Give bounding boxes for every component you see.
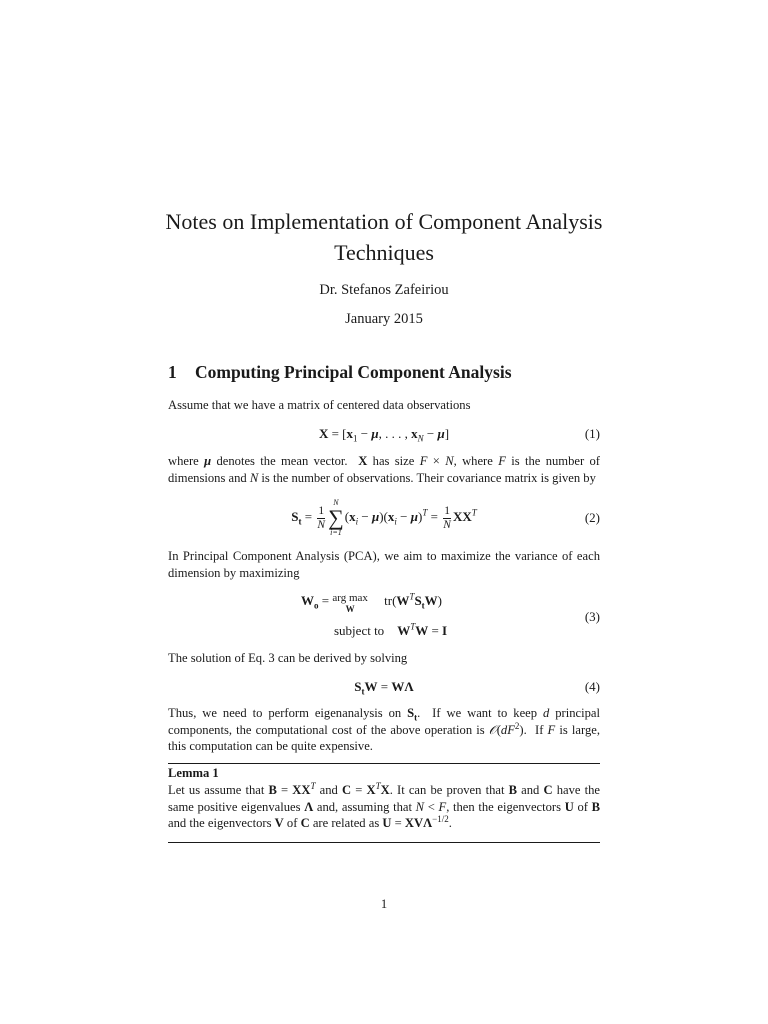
equation-3: [168, 593, 600, 641]
title-line-1: Notes on Implementation of Component Analysis: [165, 209, 603, 234]
section-title: Computing Principal Component Analysis: [195, 362, 512, 382]
paragraph-1: Assume that we have a matrix of centered data observations: [168, 398, 471, 412]
date: January 2015: [345, 311, 423, 327]
equation-3-number: (3): [584, 609, 600, 624]
lemma-top-rule: [168, 763, 600, 764]
paragraph-2: where μ denotes the mean vector. X has size F × N, where F is the number of dimensions and N is the number of observations. Their covariance matrix is given by: [168, 454, 600, 485]
equation-2: [168, 498, 600, 540]
equation-3-objective: $W_o$ = arg max W $tr(W^TS_tW)$: [301, 591, 443, 614]
lemma-bottom-rule: [168, 842, 600, 843]
equation-4-number: (4): [584, 679, 600, 694]
paragraph-4: The solution of Eq. 3 can be derived by solving: [168, 651, 408, 665]
lemma-body: Let us assume that $B = XX^T$ and $C = X^TX$. It can be proven that B and C have the same positive eigenvalues Λ and, assuming that N < F, then the eigenvectors U of B and the eigenvectors V of C are related as $U = XV\Lambda^{-1/2}$.: [168, 780, 601, 830]
page-number: 1: [380, 897, 388, 911]
section-number: 1: [168, 362, 177, 382]
paragraph-3: In Principal Component Analysis (PCA), we aim to maximize the variance of each dimension by maximizing: [168, 549, 600, 580]
equation-1-number: (1): [584, 426, 600, 441]
equation-4: [168, 679, 600, 697]
equation-1: [168, 426, 600, 444]
equation-2-body: $S_t$ = $\frac{1}{N}$ N ∑ i=1 $(x_i - \mu)(x_i - \mu)^T$ = $\frac{1}{N}$ $XX^T$: [291, 498, 477, 537]
paper-title: [150, 206, 618, 268]
title-line-2: Techniques: [334, 240, 434, 265]
equation-3-constraint: subject to $W^TW = I$: [334, 621, 448, 638]
equation-4-body: $S_tW = W\Lambda$: [354, 679, 414, 697]
lemma-title: Lemma 1: [168, 766, 219, 780]
author: Dr. Stefanos Zafeiriou: [319, 282, 449, 298]
equation-3-subject-to: subject to: [334, 623, 385, 638]
equation-1-body: $X = [x_1 - \mu$, . . . , $x_N - \mu$]: [318, 426, 450, 444]
equation-2-number: (2): [584, 510, 600, 525]
paragraph-5: Thus, we need to perform eigenanalysis on $S_t$. If we want to keep d principal components, the computational cost of the above operation is $𝒪(dF^2)$. If F is large, this computation can be quite expensive.: [168, 706, 600, 753]
section-heading: [168, 362, 512, 383]
